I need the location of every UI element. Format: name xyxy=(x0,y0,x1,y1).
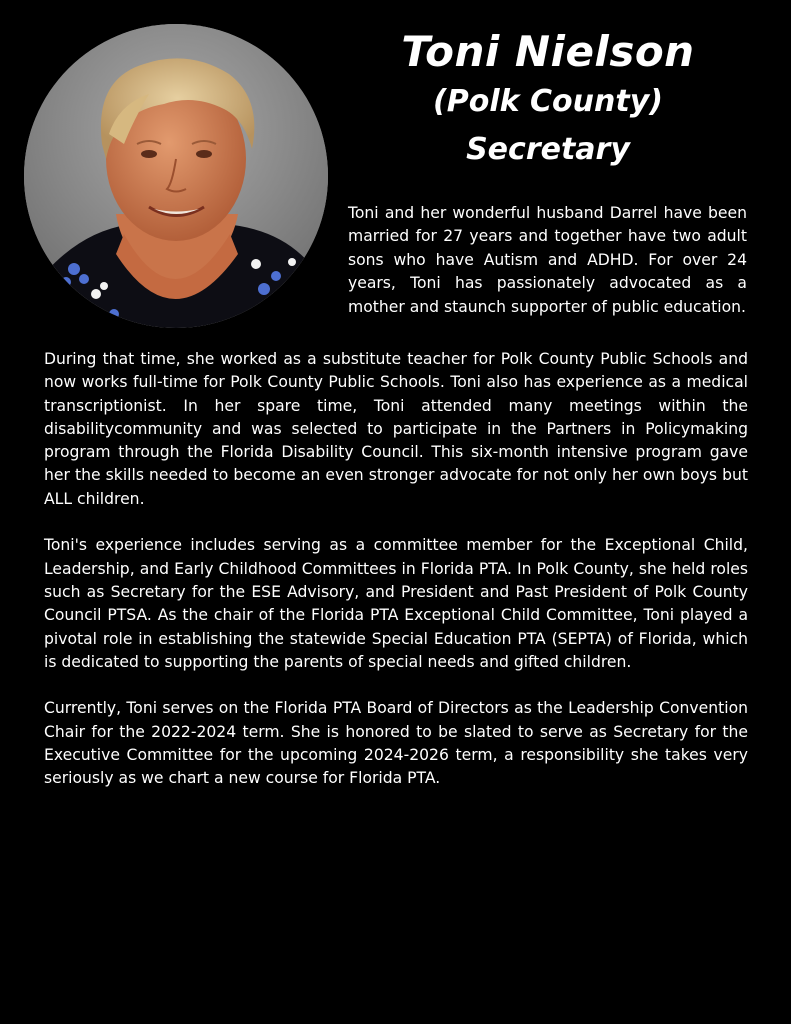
portrait-photo xyxy=(24,24,328,328)
profile-role: Secretary xyxy=(466,132,630,167)
bio-paragraph-1: During that time, she worked as a substitute teacher for Polk County Public Schools and now works full-time for Polk County Public Schools. Toni also has experience as a medical transcriptionist. In her spare time, Toni attended many meetings within the disabilitycommunity and was selected to participate in the Partners in Policymaking program through the Florida Disability Council. This six-month intensive program gave her the skills needed to become an even stronger advocate for not only her own boys but ALL children. xyxy=(44,350,748,508)
bio-paragraph-2: Toni's experience includes serving as a committee member for the Exceptional Child, Leadership, and Early Childhood Committees in Florida PTA. In Polk County, she held roles such as Secretary for the ESE Advisory, and President and Past President of Polk County Council PTSA. As the chair of the Florida PTA Exceptional Child Committee, Toni played a pivotal role in establishing the statewide Special Education PTA (SEPTA) of Florida, which is dedicated to supporting the parents of special needs and gifted children. xyxy=(44,536,748,671)
bio-body xyxy=(44,348,748,814)
profile-name: Toni Nielson xyxy=(401,27,695,76)
bio-paragraph-3: Currently, Toni serves on the Florida PTA Board of Directors as the Leadership Convention Chair for the 2022-2024 term. She is honored to be slated to serve as Secretary for the Executive Committee for the upcoming 2024-2026 term, a responsibility she takes very seriously as we chart a new course for Florida PTA. xyxy=(44,699,748,788)
profile-county: (Polk County) xyxy=(433,84,663,119)
bio-intro: Toni and her wonderful husband Darrel have been married for 27 years and together have two adult sons who have Autism and ADHD. For over 24 years, Toni has passionately advocated as a mother and staunch supporter of public education. xyxy=(348,204,747,316)
profile-header xyxy=(348,26,748,174)
